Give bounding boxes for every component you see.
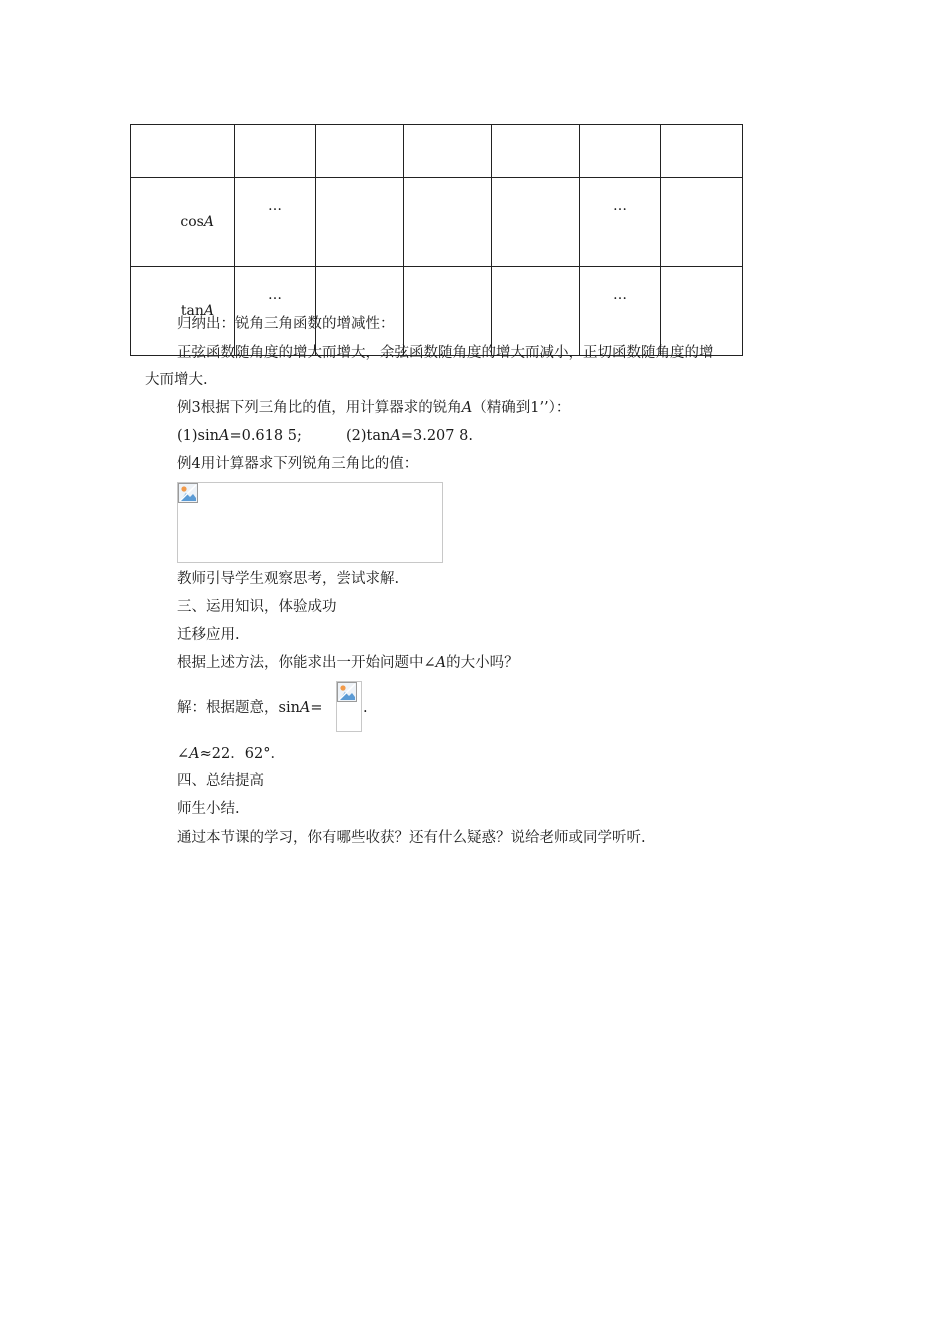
text-run: 的大小吗？ [446,655,519,671]
teacher-student-summary: 师生小结. [177,801,240,817]
table-cell: … [580,267,661,356]
table-cell: … [580,178,661,267]
row-label-variable: A [203,303,214,319]
angle-result [177,744,285,764]
math-variable: A [189,746,200,762]
table-cell [316,178,404,267]
text-run: 例3根据下列三角比的值，用计算器求的锐角 [177,400,462,416]
math-variable: A [299,700,311,716]
row-label-variable: A [203,214,214,230]
text-run: =3.207 8. [400,428,473,444]
text-run: 解：根据题意，sin [177,700,300,716]
text-run: 根据上述方法，你能求出一开始问题中∠ [177,655,436,671]
table-cell [580,125,661,178]
text-run: (2)tan [346,428,391,444]
text-run: = [310,700,323,716]
section-3-heading: 三、运用知识，体验成功 [177,599,337,615]
text-run: ∠ [177,746,190,762]
math-variable: A [218,428,230,444]
math-variable: A [435,655,447,671]
example-3-part-2 [346,426,473,446]
table-row [131,125,743,178]
table-row [131,178,743,267]
section-4-heading: 四、总结提高 [177,773,264,789]
summary-heading: 归纳出：锐角三角函数的增减性： [177,316,395,332]
example-3-prompt [177,398,570,418]
table-cell [661,125,743,178]
broken-image-icon [337,682,357,702]
question-text [177,653,519,673]
example-4-image-placeholder [177,482,443,563]
table-cell [492,125,580,178]
table-cell [661,178,743,267]
teacher-guide-text: 教师引导学生观察思考，尝试求解. [177,571,400,587]
math-variable: A [461,400,473,416]
row-label-text: cos [180,214,204,230]
table-cell: … [235,178,316,267]
summary-body-line-2: 大而增大. [145,372,208,388]
closing-text: 通过本节课的学习，你有哪些收获？还有什么疑惑？说给老师或同学听听. [177,830,646,846]
table-cell [316,125,404,178]
solution-fraction-image-placeholder [336,681,362,732]
row-label-text: tan [180,303,204,319]
table-cell [235,125,316,178]
table-cell [404,178,492,267]
table-cell [131,125,235,178]
transfer-application-text: 迁移应用. [177,627,240,643]
text-run: （精确到1’’）： [472,400,571,416]
table-cell [404,125,492,178]
text-run: (1)sin [177,428,219,444]
example-3-part-1 [177,426,302,446]
row-label-cos [131,178,235,267]
solution-end-period: . [363,700,368,716]
summary-body-line-1: 正弦函数随角度的增大而增大，余弦函数随角度的增大而减小，正切函数随角度的增 [177,345,714,361]
table-cell: … [235,267,316,356]
math-variable: A [390,428,401,444]
text-run: =0.618 5; [229,428,302,444]
text-run: ≈22．62°． [199,746,285,762]
broken-image-icon [178,483,198,503]
solution-text [177,698,323,718]
table-cell [492,178,580,267]
example-4-prompt: 例4用计算器求下列锐角三角比的值： [177,456,419,472]
